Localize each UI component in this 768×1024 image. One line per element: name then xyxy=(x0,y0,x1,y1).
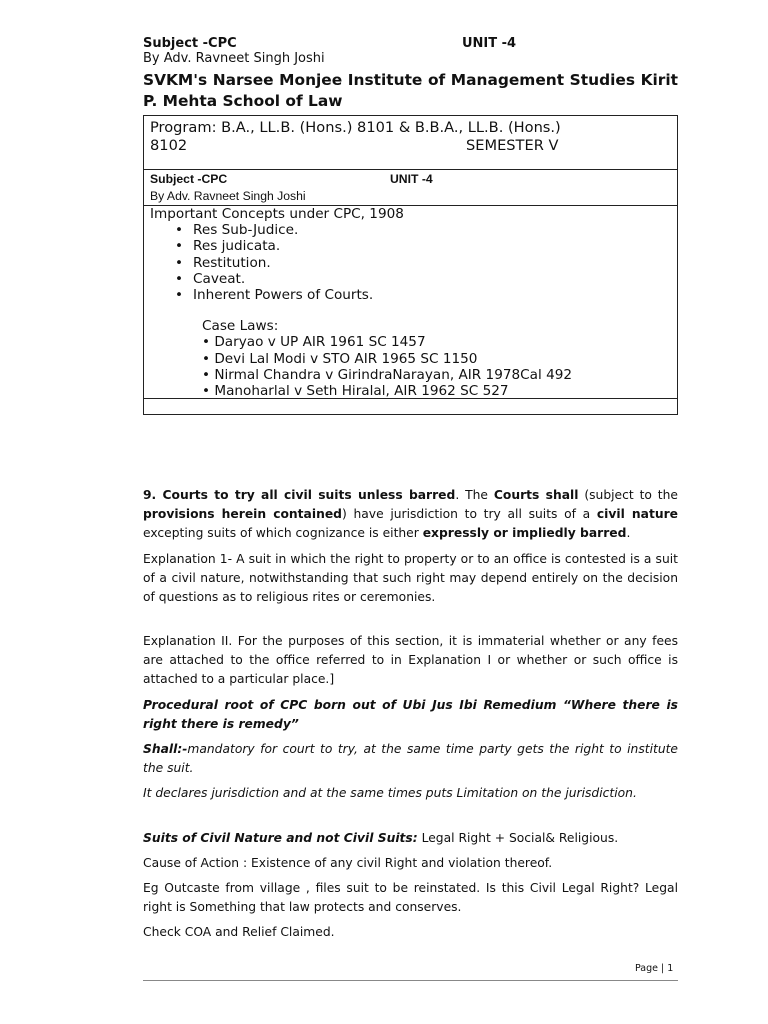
header-author: By Adv. Ravneet Singh Joshi xyxy=(143,51,325,66)
footer-rule xyxy=(143,980,678,981)
cause-of-action: Cause of Action : Existence of any civil Right and violation thereof. xyxy=(143,856,553,870)
program-cell xyxy=(143,115,678,170)
table-author: By Adv. Ravneet Singh Joshi xyxy=(150,189,306,203)
declares-note: It declares jurisdiction and at the same times puts Limitation on the jurisdiction. xyxy=(143,786,637,800)
shall-note: Shall:-mandatory for court to try, at the same time party gets the right to institute the suit. xyxy=(143,742,678,775)
civil-nature-note: Suits of Civil Nature and not Civil Suits: Legal Right + Social& Religious. xyxy=(143,831,619,845)
explanation-2: Explanation II. For the purposes of this section, it is immaterial whether or any fees are attached to the office referred to in Explanation I or whether or such office is attached to a particular place.] xyxy=(143,634,678,686)
case-law-item: • Manoharlal v Seth Hiralal, AIR 1962 SC 527 xyxy=(202,383,509,400)
page-number: Page | 1 xyxy=(635,963,674,974)
section-9: 9. Courts to try all civil suits unless barred. The Courts shall (subject to the provisions herein contained) have jurisdiction to try all suits of a civil nature excepting suits of which cognizance is either expressly or impliedly barred. xyxy=(143,488,678,540)
concepts-cell xyxy=(143,205,678,399)
table-unit: UNIT -4 xyxy=(390,172,433,186)
example-note: Eg Outcaste from village , files suit to be reinstated. Is this Civil Legal Right? Legal right is Something that law protects and conserves. xyxy=(143,881,678,914)
concept-item: • Caveat. xyxy=(175,271,671,287)
concepts-title: Important Concepts under CPC, 1908 xyxy=(150,206,404,222)
institute-title: SVKM's Narsee Monjee Institute of Management Studies Kirit P. Mehta School of Law xyxy=(143,71,678,110)
concept-item: • Res Sub-Judice. xyxy=(175,222,671,238)
procedural-root: Procedural root of CPC born out of Ubi Jus Ibi Remedium “Where there is right there is remedy” xyxy=(143,698,678,731)
header-unit: UNIT -4 xyxy=(462,36,517,51)
empty-cell xyxy=(143,398,678,415)
header-subject: Subject -CPC xyxy=(143,36,237,51)
case-laws-title: Case Laws: xyxy=(202,318,279,335)
concept-item: • Res judicata. xyxy=(175,238,671,254)
concept-item: • Restitution. xyxy=(175,255,671,271)
explanation-1: Explanation 1- A suit in which the right to property or to an office is contested is a suit of a civil nature, notwithstanding that such right may depend entirely on the decision of questions as to religious rites or ceremonies. xyxy=(143,552,678,604)
case-law-item: • Devi Lal Modi v STO AIR 1965 SC 1150 xyxy=(202,350,478,367)
program-line: Program: B.A., LL.B. (Hons.) 8101 & B.B.A., LL.B. (Hons.) xyxy=(150,119,561,136)
program-code: 8102 xyxy=(150,137,188,154)
concepts-list xyxy=(150,222,671,303)
concept-item: • Inherent Powers of Courts. xyxy=(175,287,671,303)
table-subject: Subject -CPC xyxy=(150,172,228,186)
case-law-item: • Daryao v UP AIR 1961 SC 1457 xyxy=(202,334,426,351)
check-note: Check COA and Relief Claimed. xyxy=(143,925,335,939)
subject-cell xyxy=(143,169,678,206)
case-law-item: • Nirmal Chandra v GirindraNarayan, AIR 1978Cal 492 xyxy=(202,366,573,383)
semester-label: SEMESTER V xyxy=(466,137,559,154)
